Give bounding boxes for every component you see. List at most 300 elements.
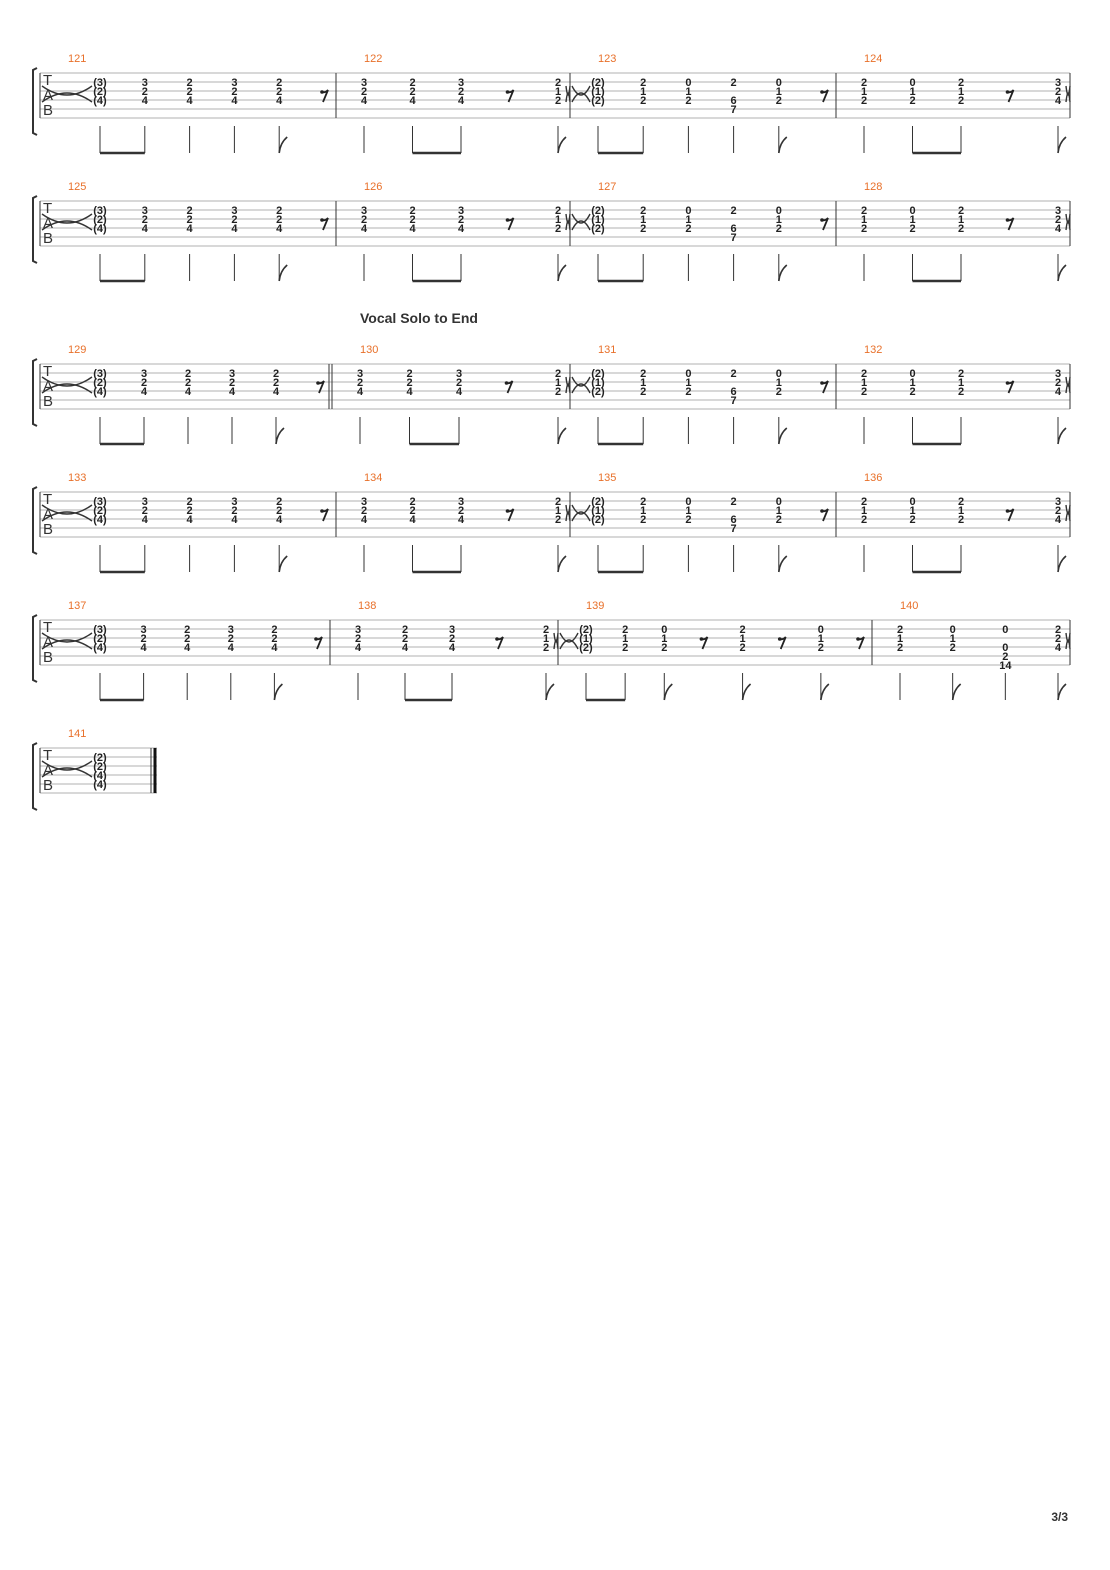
fret-number: 0: [1002, 624, 1009, 636]
fret-number: 2: [457, 86, 465, 98]
measure-number: 141: [68, 728, 87, 740]
fret-number: 4: [276, 95, 283, 107]
fret-number: (1): [591, 377, 605, 389]
rest-dot: [820, 509, 824, 513]
fret-number: 2: [1002, 651, 1009, 663]
fret-number: 3: [141, 496, 148, 508]
fret-number: 2: [957, 95, 965, 107]
fret-number: 3: [354, 624, 362, 636]
fret-number: 0: [775, 496, 782, 508]
fret-number: 2: [730, 496, 737, 508]
fret-number: 2: [141, 214, 148, 226]
fret-number: 4: [457, 223, 465, 235]
fret-number: 1: [622, 633, 629, 645]
fret-number: 2: [1054, 377, 1062, 389]
fret-number: 3: [457, 205, 465, 217]
fret-number: (2): [579, 642, 593, 654]
rest-dot: [506, 218, 510, 222]
fret-number: (3): [93, 496, 107, 508]
fret-number: 2: [909, 514, 916, 526]
note-flag: [743, 684, 751, 700]
tab-clef-letter: B: [43, 521, 54, 538]
fret-number: 1: [542, 633, 550, 645]
fret-number: 2: [640, 496, 647, 508]
rest-dot: [506, 509, 510, 513]
rest-dot: [1006, 509, 1010, 513]
fret-number: 2: [276, 86, 283, 98]
tab-clef-letter: A: [43, 634, 54, 651]
measure-number: 133: [68, 472, 87, 484]
fret-number: 4: [360, 223, 368, 235]
fret-number: 3: [1054, 77, 1062, 89]
tab-clef-letter: B: [43, 393, 54, 410]
fret-number: 2: [1054, 624, 1062, 636]
fret-number: 1: [909, 505, 916, 517]
fret-number: 2: [401, 633, 409, 645]
note-flag: [1058, 137, 1066, 153]
rest-dot: [856, 637, 860, 641]
rest-dot: [506, 90, 510, 94]
fret-number: 2: [457, 214, 465, 226]
fret-number: 2: [1054, 505, 1062, 517]
fret-number: 2: [739, 642, 746, 654]
fret-number: 0: [1002, 642, 1009, 654]
note-flag: [664, 684, 672, 700]
fret-number: 2: [542, 642, 550, 654]
fret-number: 2: [896, 642, 904, 654]
fret-number: 4: [356, 386, 364, 398]
fret-number: 2: [455, 377, 463, 389]
fret-number: 3: [140, 624, 147, 636]
fret-number: 2: [231, 214, 238, 226]
fret-number: 4: [186, 514, 193, 526]
fret-number: 2: [1054, 86, 1062, 98]
fret-number: 4: [231, 95, 238, 107]
fret-number: 2: [186, 496, 193, 508]
fret-number: 2: [141, 86, 148, 98]
fret-number: 0: [909, 205, 916, 217]
tab-system: [33, 600, 1070, 700]
rest-dot: [778, 637, 782, 641]
fret-number: 0: [775, 77, 782, 89]
fret-number: 2: [231, 505, 238, 517]
system-bracket: [33, 68, 37, 135]
fret-number: (2): [591, 223, 605, 235]
fret-number: 2: [140, 633, 147, 645]
note-flag: [779, 556, 787, 572]
fret-number: (4): [93, 642, 107, 654]
note-flag: [558, 265, 566, 281]
note-flag: [558, 137, 566, 153]
fret-number: 2: [896, 624, 904, 636]
fret-number: 1: [640, 86, 647, 98]
tab-system: [33, 344, 1070, 444]
measure-number: 137: [68, 600, 87, 612]
tab-clef-letter: B: [43, 777, 54, 794]
fret-number: (4): [93, 770, 107, 782]
fret-number: 2: [554, 223, 562, 235]
fret-number: 2: [140, 377, 148, 389]
note-flag: [779, 137, 787, 153]
rest-dot: [1006, 381, 1010, 385]
tab-clef-letter: A: [43, 87, 54, 104]
fret-number: (2): [93, 214, 107, 226]
fret-number: 1: [817, 633, 824, 645]
fret-number: 0: [909, 368, 916, 380]
note-flag: [279, 265, 287, 281]
fret-number: 2: [739, 624, 746, 636]
fret-number: 2: [276, 496, 283, 508]
fret-number: 2: [554, 386, 562, 398]
fret-number: 2: [860, 514, 868, 526]
measure-number: 134: [364, 472, 383, 484]
fret-number: 6: [730, 386, 737, 398]
fret-number: 7: [730, 523, 737, 535]
fret-number: 2: [406, 377, 413, 389]
page-number: 3/3: [1051, 1510, 1068, 1524]
note-flag: [1058, 556, 1066, 572]
fret-number: 2: [276, 214, 283, 226]
fret-number: 2: [775, 514, 782, 526]
fret-number: 2: [184, 633, 191, 645]
fret-number: 1: [554, 86, 562, 98]
rest-dot: [314, 637, 318, 641]
rest-dot: [320, 90, 324, 94]
fret-number: 2: [860, 205, 868, 217]
fret-number: 1: [957, 214, 965, 226]
note-flag: [276, 428, 284, 444]
fret-number: 2: [276, 205, 283, 217]
fret-number: 1: [640, 377, 647, 389]
fret-number: 2: [186, 505, 193, 517]
fret-number: (1): [591, 214, 605, 226]
measure-number: 127: [598, 181, 617, 193]
fret-number: 4: [228, 386, 236, 398]
fret-number: 2: [276, 77, 283, 89]
measure-number: 124: [864, 53, 883, 65]
rest-dot: [320, 218, 324, 222]
fret-number: 2: [360, 505, 368, 517]
fret-number: 2: [622, 624, 629, 636]
tab-clef-letter: A: [43, 506, 54, 523]
fret-number: 2: [957, 514, 965, 526]
fret-number: (2): [591, 514, 605, 526]
note-flag: [779, 265, 787, 281]
fret-number: (2): [93, 752, 107, 764]
tab-clef-letter: T: [43, 747, 53, 764]
fret-number: 2: [271, 633, 278, 645]
fret-number: (4): [93, 779, 107, 791]
fret-number: 2: [554, 514, 562, 526]
system-bracket: [33, 615, 37, 682]
system-bracket: [33, 487, 37, 554]
fret-number: 2: [775, 386, 782, 398]
fret-number: 2: [640, 77, 647, 89]
fret-number: 2: [401, 624, 409, 636]
fret-number: (4): [93, 386, 107, 398]
fret-number: 4: [184, 386, 192, 398]
fret-number: 3: [1054, 496, 1062, 508]
fret-number: 4: [409, 95, 416, 107]
note-flag: [558, 428, 566, 444]
system-bracket: [33, 743, 37, 810]
fret-number: 2: [554, 368, 562, 380]
fret-number: 4: [448, 642, 456, 654]
fret-number: 2: [184, 377, 192, 389]
fret-number: 2: [860, 223, 868, 235]
fret-number: 1: [949, 633, 956, 645]
fret-number: 4: [186, 95, 193, 107]
fret-number: 6: [730, 95, 737, 107]
fret-number: 2: [186, 77, 193, 89]
fret-number: 4: [1054, 95, 1062, 107]
fret-number: 4: [457, 95, 465, 107]
fret-number: 2: [860, 496, 868, 508]
fret-number: (2): [579, 624, 593, 636]
fret-number: 2: [184, 368, 192, 380]
fret-number: 0: [909, 77, 916, 89]
fret-number: 1: [775, 86, 782, 98]
measure-number: 139: [586, 600, 605, 612]
fret-number: 4: [276, 223, 283, 235]
fret-number: 4: [184, 642, 191, 654]
fret-number: 3: [360, 496, 368, 508]
fret-number: 2: [1054, 214, 1062, 226]
fret-number: 4: [1054, 642, 1062, 654]
tab-clef-letter: B: [43, 649, 54, 666]
fret-number: 1: [640, 214, 647, 226]
fret-number: (3): [93, 368, 107, 380]
fret-number: 2: [640, 368, 647, 380]
fret-number: 2: [360, 214, 368, 226]
fret-number: 2: [640, 514, 647, 526]
fret-number: 2: [360, 86, 368, 98]
fret-number: 2: [272, 368, 280, 380]
fret-number: 3: [457, 496, 465, 508]
note-flag: [779, 428, 787, 444]
fret-number: 2: [409, 496, 416, 508]
fret-number: 2: [957, 205, 965, 217]
fret-number: 2: [909, 223, 916, 235]
fret-number: 2: [957, 223, 965, 235]
fret-number: 2: [354, 633, 362, 645]
fret-number: 4: [186, 223, 193, 235]
fret-number: 2: [909, 386, 916, 398]
note-flag: [1058, 428, 1066, 444]
fret-number: 6: [730, 223, 737, 235]
fret-number: (2): [93, 633, 107, 645]
fret-number: 3: [455, 368, 463, 380]
fret-number: 4: [1054, 223, 1062, 235]
fret-number: 3: [457, 77, 465, 89]
fret-number: 1: [685, 505, 692, 517]
fret-number: 1: [775, 214, 782, 226]
fret-number: 3: [228, 368, 236, 380]
fret-number: 3: [360, 77, 368, 89]
measure-number: 126: [364, 181, 383, 193]
fret-number: 0: [685, 368, 692, 380]
fret-number: 2: [276, 505, 283, 517]
fret-number: (2): [591, 496, 605, 508]
measure-number: 136: [864, 472, 883, 484]
fret-number: 2: [909, 95, 916, 107]
measure-number: 125: [68, 181, 87, 193]
fret-number: 2: [957, 77, 965, 89]
fret-number: (4): [93, 514, 107, 526]
fret-number: 4: [272, 386, 280, 398]
fret-number: 4: [141, 95, 148, 107]
measure-number: 132: [864, 344, 883, 356]
fret-number: 2: [141, 505, 148, 517]
fret-number: 2: [860, 368, 868, 380]
fret-number: 2: [271, 624, 278, 636]
tab-clef-letter: T: [43, 200, 53, 217]
tab-system: [33, 472, 1070, 572]
rest-dot: [495, 637, 499, 641]
fret-number: 1: [957, 377, 965, 389]
fret-number: 2: [542, 624, 550, 636]
fret-number: (4): [93, 223, 107, 235]
fret-number: (2): [591, 205, 605, 217]
fret-number: 3: [356, 368, 364, 380]
fret-number: 3: [448, 624, 456, 636]
fret-number: 1: [554, 377, 562, 389]
fret-number: 2: [231, 86, 238, 98]
fret-number: 2: [860, 95, 868, 107]
fret-number: 4: [409, 223, 416, 235]
fret-number: 2: [817, 642, 824, 654]
note-flag: [558, 556, 566, 572]
rest-dot: [316, 381, 320, 385]
note-flag: [279, 137, 287, 153]
fret-number: (2): [591, 95, 605, 107]
fret-number: 6: [730, 514, 737, 526]
fret-number: 2: [775, 223, 782, 235]
fret-number: 2: [957, 496, 965, 508]
fret-number: 4: [354, 642, 362, 654]
fret-number: 2: [448, 633, 456, 645]
fret-number: 1: [860, 505, 868, 517]
fret-number: 0: [685, 77, 692, 89]
fret-number: 2: [409, 86, 416, 98]
fret-number: 0: [685, 205, 692, 217]
fret-number: 4: [231, 514, 238, 526]
fret-number: 1: [957, 86, 965, 98]
fret-number: 1: [554, 214, 562, 226]
fret-number: 2: [554, 95, 562, 107]
measure-number: 130: [360, 344, 379, 356]
fret-number: 0: [909, 496, 916, 508]
fret-number: 2: [957, 368, 965, 380]
measure-number: 129: [68, 344, 87, 356]
tab-clef-letter: T: [43, 363, 53, 380]
fret-number: 2: [775, 95, 782, 107]
tab-system: [33, 181, 1070, 281]
fret-number: 0: [775, 368, 782, 380]
fret-number: 1: [640, 505, 647, 517]
fret-number: 4: [406, 386, 413, 398]
fret-number: 2: [860, 77, 868, 89]
fret-number: 2: [622, 642, 629, 654]
fret-number: 2: [356, 377, 364, 389]
fret-number: 1: [909, 377, 916, 389]
fret-number: (2): [93, 761, 107, 773]
fret-number: 2: [409, 505, 416, 517]
fret-number: 2: [1054, 633, 1062, 645]
fret-number: 1: [685, 214, 692, 226]
fret-number: (1): [591, 86, 605, 98]
fret-number: 1: [957, 505, 965, 517]
rest-dot: [1006, 90, 1010, 94]
fret-number: 0: [661, 624, 668, 636]
fret-number: (1): [591, 505, 605, 517]
fret-number: (2): [591, 386, 605, 398]
fret-number: 2: [554, 77, 562, 89]
fret-number: 1: [685, 377, 692, 389]
fret-number: 2: [409, 205, 416, 217]
fret-number: 2: [661, 642, 668, 654]
fret-number: 4: [360, 514, 368, 526]
fret-number: 2: [860, 386, 868, 398]
fret-number: 2: [227, 633, 234, 645]
fret-number: 2: [640, 205, 647, 217]
fret-number: (3): [93, 77, 107, 89]
tab-clef-letter: T: [43, 72, 53, 89]
rest-dot: [505, 381, 509, 385]
fret-number: 3: [141, 205, 148, 217]
rest-dot: [820, 381, 824, 385]
fret-number: 7: [730, 104, 737, 116]
fret-number: 2: [554, 205, 562, 217]
fret-number: 4: [271, 642, 278, 654]
fret-number: (2): [591, 77, 605, 89]
fret-number: 4: [140, 386, 148, 398]
fret-number: 2: [685, 95, 692, 107]
fret-number: 0: [817, 624, 824, 636]
fret-number: 7: [730, 395, 737, 407]
fret-number: 2: [186, 214, 193, 226]
system-bracket: [33, 359, 37, 426]
fret-number: (2): [93, 505, 107, 517]
fret-number: 0: [775, 205, 782, 217]
measure-number: 135: [598, 472, 617, 484]
section-marker: Vocal Solo to End: [360, 310, 478, 326]
fret-number: 2: [949, 642, 956, 654]
rest-dot: [820, 218, 824, 222]
tab-clef-letter: A: [43, 215, 54, 232]
note-flag: [274, 684, 282, 700]
fret-number: 3: [1054, 205, 1062, 217]
tab-clef-letter: T: [43, 491, 53, 508]
fret-number: 4: [360, 95, 368, 107]
note-flag: [1058, 265, 1066, 281]
measure-number: 123: [598, 53, 617, 65]
fret-number: 3: [231, 496, 238, 508]
rest-dot: [820, 90, 824, 94]
fret-number: (2): [93, 86, 107, 98]
fret-number: 0: [685, 496, 692, 508]
fret-number: 3: [141, 77, 148, 89]
fret-number: (3): [93, 624, 107, 636]
fret-number: 2: [228, 377, 236, 389]
fret-number: 4: [401, 642, 409, 654]
fret-number: 1: [860, 214, 868, 226]
measure-number: 128: [864, 181, 883, 193]
fret-number: 3: [140, 368, 148, 380]
system-bracket: [33, 196, 37, 263]
fret-number: (3): [93, 205, 107, 217]
fret-number: 2: [730, 77, 737, 89]
